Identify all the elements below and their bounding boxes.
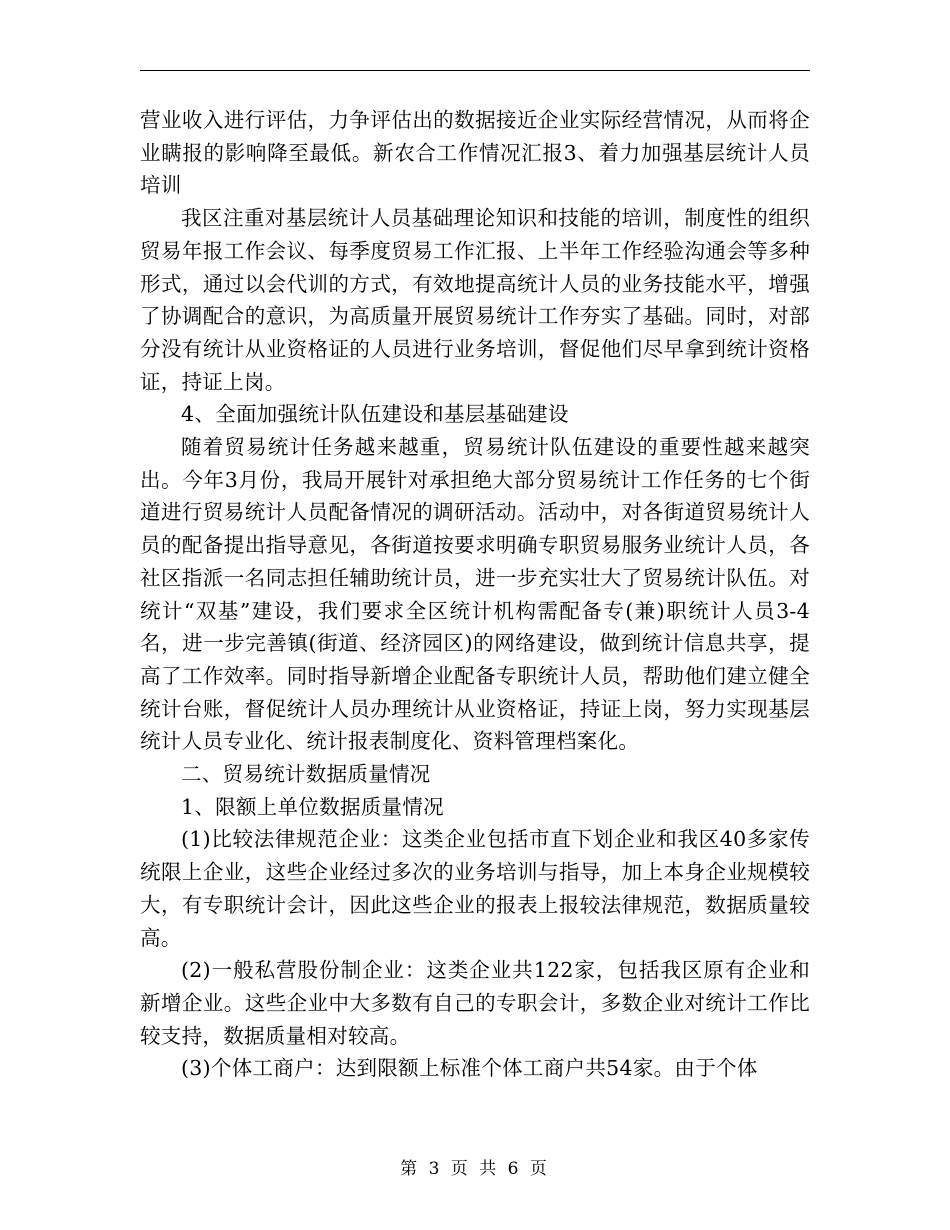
header-rule	[140, 70, 810, 71]
paragraph: (1)比较法律规范企业：这类企业包括市直下划企业和我区40多家传统限上企业，这些企业经过多次的业务培训与指导，加上本身企业规模较大，有专职统计会计，因此这些企业的报表上报较法律规范，数据质量较高。	[140, 827, 810, 950]
section-heading: 二、贸易统计数据质量情况	[181, 762, 431, 787]
page-body	[140, 104, 810, 1085]
paragraph: (2)一般私营股份制企业：这类企业共122家，包括我区原有企业和新增企业。这些企业中大多数有自己的专职会计，多数企业对统计工作比较支持，数据质量相对较高。	[140, 958, 810, 1048]
section-heading: 1、限额上单位数据质量情况	[181, 794, 444, 819]
paragraph: 营业收入进行评估，力争评估出的数据接近企业实际经营情况，从而将企业瞒报的影响降至最低。新农合工作情况汇报3、着力加强基层统计人员培训	[140, 108, 810, 198]
page-footer: 第 3 页 共 6 页	[400, 1159, 550, 1179]
paragraph: 随着贸易统计任务越来越重，贸易统计队伍建设的重要性越来越突出。今年3月份，我局开展针对承担绝大部分贸易统计工作任务的七个街道进行贸易统计人员配备情况的调研活动。活动中，对各街道贸易统计人员的配备提出指导意见，各街道按要求明确专职贸易服务业统计人员，各社区指派一名同志担任辅助统计员，进一步充实壮大了贸易统计队伍。对统计“双基”建设，我们要求全区统计机构需配备专(兼)职统计人员3-4名，进一步完善镇(街道、经济园区)的网络建设，做到统计信息共享，提高了工作效率。同时指导新增企业配备专职统计人员，帮助他们建立健全统计台账，督促统计人员办理统计从业资格证，持证上岗，努力实现基层统计人员专业化、统计报表制度化、资料管理档案化。	[140, 435, 810, 754]
paragraph: 我区注重对基层统计人员基础理论知识和技能的培训，制度性的组织贸易年报工作会议、每季度贸易工作汇报、上半年工作经验沟通会等多种形式，通过以会代训的方式，有效地提高统计人员的业务技能水平，增强了协调配合的意识，为高质量开展贸易统计工作夯实了基础。同时，对部分没有统计从业资格证的人员进行业务培训，督促他们尽早拿到统计资格证，持证上岗。	[140, 206, 810, 394]
section-heading: 4、全面加强统计队伍建设和基层基础建设	[181, 402, 569, 427]
paragraph: (3)个体工商户：达到限额上标准个体工商户共54家。由于个体	[181, 1056, 758, 1081]
